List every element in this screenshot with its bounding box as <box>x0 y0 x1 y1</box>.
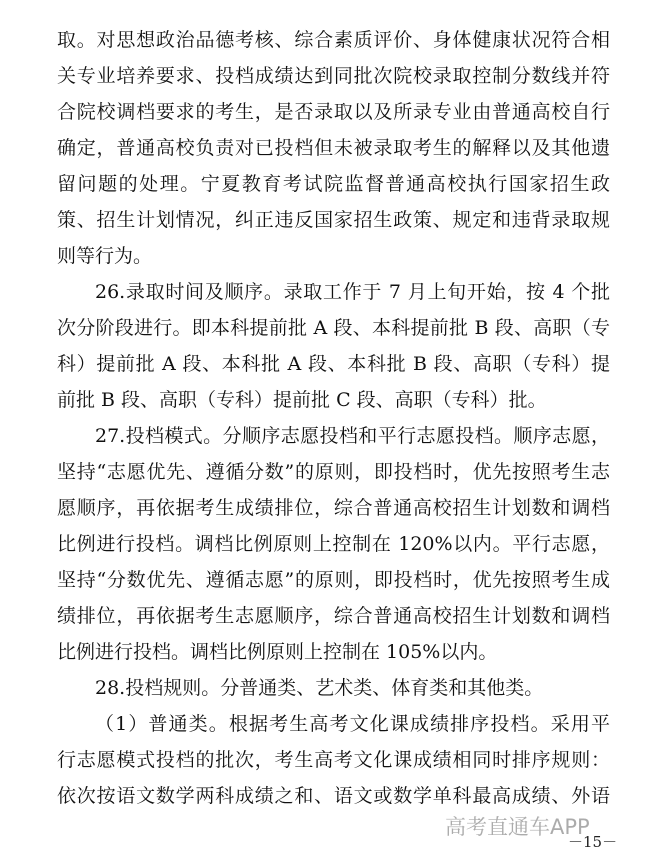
text-line-17: 绩排位，再依据考生志愿顺序，综合普通高校招生计划数和调档 <box>57 605 610 627</box>
text-line-10: 科）提前批 A 段、本科批 A 段、本科批 B 段、高职（专科）提 <box>57 353 610 375</box>
text-line-22: 依次按语文数学两科成绩之和、语文或数学单科最高成绩、外语 <box>57 785 610 807</box>
text-line-9: 次分阶段进行。即本科提前批 A 段、本科提前批 B 段、高职（专 <box>57 317 610 339</box>
text-line-1: 取。对思想政治品德考核、综合素质评价、身体健康状况符合相 <box>57 29 610 51</box>
text-line-16: 坚持“分数优先、遵循志愿”的原则，即投档时，优先按照考生成 <box>57 569 610 591</box>
text-line-14: 愿顺序，再依据考生成绩排位，综合普通高校招生计划数和调档 <box>57 497 610 519</box>
text-line-3: 合院校调档要求的考生，是否录取以及所录专业由普通高校自行 <box>57 101 610 123</box>
text-line-6: 策、招生计划情况，纠正违反国家招生政策、规定和违背录取规 <box>57 209 610 231</box>
text-line-15: 比例进行投档。调档比例原则上控制在 120%以内。平行志愿， <box>57 533 610 555</box>
text-line-11: 前批 B 段、高职（专科）提前批 C 段、高职（专科）批。 <box>57 389 547 411</box>
section-28-heading-line: 28.投档规则。分普通类、艺术类、体育类和其他类。 <box>95 677 544 699</box>
section-27-heading-line: 27.投档模式。分顺序志愿投档和平行志愿投档。顺序志愿， <box>95 425 610 447</box>
text-line-13: 坚持“志愿优先、遵循分数”的原则，即投档时，优先按照考生志 <box>57 461 610 483</box>
text-line-18: 比例进行投档。调档比例原则上控制在 105%以内。 <box>57 641 498 663</box>
subsection-1-heading-line: （1）普通类。根据考生高考文化课成绩排序投档。采用平 <box>95 713 610 735</box>
text-line-5: 留问题的处理。宁夏教育考试院监督普通高校执行国家招生政 <box>57 173 610 195</box>
watermark-text: 高考直通车APP <box>445 815 590 839</box>
section-26-heading-line: 26.录取时间及顺序。录取工作于 7 月上旬开始，按 4 个批 <box>95 281 610 303</box>
text-line-21: 行志愿模式投档的批次，考生高考文化课成绩相同时排序规则： <box>57 749 610 771</box>
text-line-4: 确定，普通高校负责对已投档但未被录取考生的解释以及其他遗 <box>57 137 610 159</box>
page-number: －15－ <box>568 833 618 851</box>
text-line-7: 则等行为。 <box>57 245 153 267</box>
text-line-2: 关专业培养要求、投档成绩达到同批次院校录取控制分数线并符 <box>57 65 610 87</box>
